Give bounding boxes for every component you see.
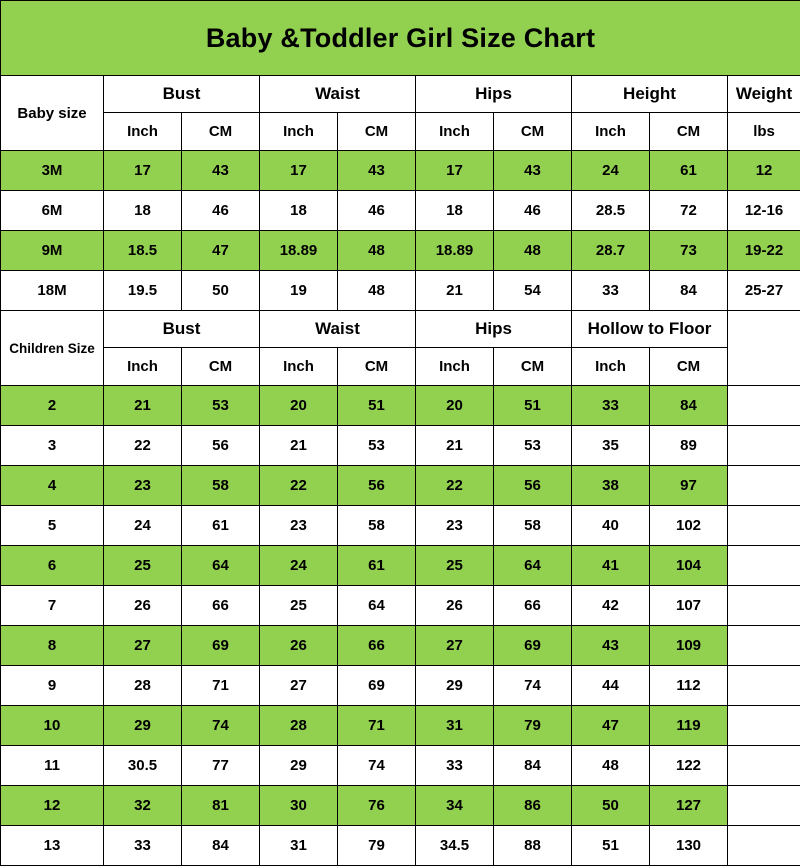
cell-hollow-cm: 97	[650, 466, 728, 506]
cell-bust-inch: 22	[104, 426, 182, 466]
cell-hips-cm: 64	[494, 546, 572, 586]
cell-bust-inch: 25	[104, 546, 182, 586]
table-row	[1, 546, 800, 586]
cell-height-cm: 73	[650, 231, 728, 271]
cell-weight: 19-22	[728, 231, 800, 271]
children-unit-bust-inch: Inch	[104, 348, 182, 386]
cell-bust-cm: 66	[182, 586, 260, 626]
cell-bust-inch: 29	[104, 706, 182, 746]
cell-hollow-inch: 42	[572, 586, 650, 626]
cell-hollow-inch: 51	[572, 826, 650, 866]
page-title: Baby &Toddler Girl Size Chart	[1, 1, 800, 76]
cell-hollow-inch: 47	[572, 706, 650, 746]
cell-hips-cm: 86	[494, 786, 572, 826]
cell-height-inch: 28.5	[572, 191, 650, 231]
baby-unit-bust-inch: Inch	[104, 113, 182, 151]
cell-hollow-inch: 43	[572, 626, 650, 666]
cell-waist-cm: 48	[338, 231, 416, 271]
cell-height-inch: 28.7	[572, 231, 650, 271]
children-unit-hips-inch: Inch	[416, 348, 494, 386]
baby-group-waist: Waist	[260, 76, 416, 113]
table-row	[1, 386, 800, 426]
baby-group-header-row	[1, 76, 800, 113]
cell-waist-cm: 53	[338, 426, 416, 466]
cell-waist-cm: 61	[338, 546, 416, 586]
cell-waist-cm: 71	[338, 706, 416, 746]
cell-empty	[728, 826, 800, 866]
cell-bust-inch: 19.5	[104, 271, 182, 311]
table-row	[1, 151, 800, 191]
cell-empty	[728, 746, 800, 786]
cell-bust-cm: 61	[182, 506, 260, 546]
cell-height-inch: 24	[572, 151, 650, 191]
table-row	[1, 786, 800, 826]
cell-bust-inch: 33	[104, 826, 182, 866]
children-group-header-row	[1, 311, 800, 348]
cell-hollow-inch: 50	[572, 786, 650, 826]
cell-hollow-cm: 89	[650, 426, 728, 466]
cell-bust-inch: 32	[104, 786, 182, 826]
table-row	[1, 426, 800, 466]
row-size: 4	[1, 466, 104, 506]
cell-height-cm: 72	[650, 191, 728, 231]
cell-empty	[728, 546, 800, 586]
row-size: 3M	[1, 151, 104, 191]
cell-hips-cm: 54	[494, 271, 572, 311]
cell-waist-cm: 48	[338, 271, 416, 311]
cell-bust-inch: 21	[104, 386, 182, 426]
baby-unit-hips-inch: Inch	[416, 113, 494, 151]
cell-bust-cm: 43	[182, 151, 260, 191]
cell-empty	[728, 586, 800, 626]
cell-bust-inch: 23	[104, 466, 182, 506]
cell-hips-cm: 43	[494, 151, 572, 191]
cell-waist-inch: 26	[260, 626, 338, 666]
cell-bust-cm: 47	[182, 231, 260, 271]
cell-bust-cm: 74	[182, 706, 260, 746]
children-group-bust: Bust	[104, 311, 260, 348]
baby-group-hips: Hips	[416, 76, 572, 113]
cell-hips-inch: 29	[416, 666, 494, 706]
cell-hollow-cm: 107	[650, 586, 728, 626]
row-size: 3	[1, 426, 104, 466]
row-size: 10	[1, 706, 104, 746]
cell-bust-cm: 84	[182, 826, 260, 866]
cell-bust-cm: 81	[182, 786, 260, 826]
cell-waist-cm: 51	[338, 386, 416, 426]
children-unit-hollow-inch: Inch	[572, 348, 650, 386]
row-size: 6M	[1, 191, 104, 231]
baby-unit-weight-lbs: lbs	[728, 113, 800, 151]
cell-waist-inch: 25	[260, 586, 338, 626]
baby-size-label: Baby size	[1, 76, 104, 151]
children-unit-hips-cm: CM	[494, 348, 572, 386]
cell-waist-inch: 17	[260, 151, 338, 191]
cell-bust-cm: 53	[182, 386, 260, 426]
cell-bust-cm: 77	[182, 746, 260, 786]
cell-hips-inch: 20	[416, 386, 494, 426]
cell-height-cm: 84	[650, 271, 728, 311]
baby-unit-height-cm: CM	[650, 113, 728, 151]
cell-waist-cm: 76	[338, 786, 416, 826]
cell-weight: 25-27	[728, 271, 800, 311]
cell-waist-cm: 56	[338, 466, 416, 506]
cell-hips-inch: 18	[416, 191, 494, 231]
cell-hollow-inch: 40	[572, 506, 650, 546]
table-row	[1, 191, 800, 231]
baby-group-bust: Bust	[104, 76, 260, 113]
baby-unit-hips-cm: CM	[494, 113, 572, 151]
table-row	[1, 666, 800, 706]
baby-unit-height-inch: Inch	[572, 113, 650, 151]
cell-empty	[728, 506, 800, 546]
row-size: 18M	[1, 271, 104, 311]
row-size: 6	[1, 546, 104, 586]
cell-hollow-cm: 112	[650, 666, 728, 706]
baby-unit-waist-inch: Inch	[260, 113, 338, 151]
cell-hips-inch: 23	[416, 506, 494, 546]
cell-bust-inch: 17	[104, 151, 182, 191]
cell-hips-inch: 26	[416, 586, 494, 626]
row-size: 7	[1, 586, 104, 626]
row-size: 9M	[1, 231, 104, 271]
cell-hips-cm: 51	[494, 386, 572, 426]
cell-waist-inch: 19	[260, 271, 338, 311]
cell-bust-cm: 64	[182, 546, 260, 586]
cell-waist-inch: 29	[260, 746, 338, 786]
cell-empty	[728, 706, 800, 746]
cell-hips-cm: 79	[494, 706, 572, 746]
cell-hips-cm: 84	[494, 746, 572, 786]
table-row	[1, 746, 800, 786]
cell-bust-cm: 56	[182, 426, 260, 466]
cell-waist-cm: 79	[338, 826, 416, 866]
cell-bust-cm: 50	[182, 271, 260, 311]
cell-hollow-cm: 119	[650, 706, 728, 746]
cell-waist-cm: 58	[338, 506, 416, 546]
cell-waist-inch: 27	[260, 666, 338, 706]
cell-bust-inch: 28	[104, 666, 182, 706]
cell-hips-inch: 17	[416, 151, 494, 191]
cell-bust-inch: 24	[104, 506, 182, 546]
table-row	[1, 826, 800, 866]
row-size: 11	[1, 746, 104, 786]
cell-waist-inch: 22	[260, 466, 338, 506]
cell-hollow-cm: 109	[650, 626, 728, 666]
cell-waist-inch: 24	[260, 546, 338, 586]
cell-waist-inch: 31	[260, 826, 338, 866]
table-row	[1, 586, 800, 626]
cell-waist-cm: 69	[338, 666, 416, 706]
cell-hips-inch: 25	[416, 546, 494, 586]
cell-hips-cm: 66	[494, 586, 572, 626]
cell-hips-cm: 46	[494, 191, 572, 231]
cell-hips-cm: 69	[494, 626, 572, 666]
cell-weight: 12-16	[728, 191, 800, 231]
cell-bust-inch: 26	[104, 586, 182, 626]
children-unit-waist-inch: Inch	[260, 348, 338, 386]
cell-hollow-cm: 104	[650, 546, 728, 586]
table-row	[1, 271, 800, 311]
cell-hollow-inch: 44	[572, 666, 650, 706]
cell-bust-cm: 69	[182, 626, 260, 666]
cell-hips-cm: 74	[494, 666, 572, 706]
cell-waist-cm: 46	[338, 191, 416, 231]
cell-bust-inch: 18	[104, 191, 182, 231]
cell-bust-cm: 71	[182, 666, 260, 706]
cell-waist-cm: 74	[338, 746, 416, 786]
cell-waist-inch: 18	[260, 191, 338, 231]
cell-waist-inch: 21	[260, 426, 338, 466]
cell-waist-cm: 43	[338, 151, 416, 191]
cell-hollow-cm: 84	[650, 386, 728, 426]
children-unit-bust-cm: CM	[182, 348, 260, 386]
children-blank-header	[728, 311, 800, 386]
children-group-hollow-to-floor: Hollow to Floor	[572, 311, 728, 348]
cell-waist-cm: 66	[338, 626, 416, 666]
table-row	[1, 626, 800, 666]
baby-unit-waist-cm: CM	[338, 113, 416, 151]
cell-hollow-inch: 33	[572, 386, 650, 426]
cell-hollow-cm: 122	[650, 746, 728, 786]
cell-hips-cm: 88	[494, 826, 572, 866]
children-group-waist: Waist	[260, 311, 416, 348]
cell-empty	[728, 386, 800, 426]
cell-height-inch: 33	[572, 271, 650, 311]
row-size: 9	[1, 666, 104, 706]
table-row	[1, 466, 800, 506]
baby-unit-bust-cm: CM	[182, 113, 260, 151]
cell-bust-inch: 27	[104, 626, 182, 666]
row-size: 5	[1, 506, 104, 546]
table-row	[1, 706, 800, 746]
row-size: 13	[1, 826, 104, 866]
cell-bust-inch: 30.5	[104, 746, 182, 786]
cell-empty	[728, 626, 800, 666]
cell-waist-inch: 23	[260, 506, 338, 546]
cell-hips-inch: 21	[416, 426, 494, 466]
row-size: 2	[1, 386, 104, 426]
cell-hips-inch: 21	[416, 271, 494, 311]
cell-hips-inch: 31	[416, 706, 494, 746]
cell-waist-inch: 20	[260, 386, 338, 426]
cell-height-cm: 61	[650, 151, 728, 191]
row-size: 8	[1, 626, 104, 666]
cell-hips-cm: 56	[494, 466, 572, 506]
baby-units-row	[1, 113, 800, 151]
cell-hips-inch: 33	[416, 746, 494, 786]
cell-empty	[728, 786, 800, 826]
cell-empty	[728, 466, 800, 506]
chart-title-row	[1, 1, 800, 76]
cell-waist-inch: 28	[260, 706, 338, 746]
cell-hips-cm: 53	[494, 426, 572, 466]
children-units-row	[1, 348, 800, 386]
cell-hollow-inch: 35	[572, 426, 650, 466]
cell-hollow-inch: 41	[572, 546, 650, 586]
cell-hips-cm: 48	[494, 231, 572, 271]
children-size-label: Children Size	[1, 311, 104, 386]
cell-hollow-cm: 127	[650, 786, 728, 826]
cell-empty	[728, 426, 800, 466]
cell-bust-cm: 58	[182, 466, 260, 506]
cell-hips-inch: 22	[416, 466, 494, 506]
baby-group-weight: Weight	[728, 76, 800, 113]
cell-hips-inch: 27	[416, 626, 494, 666]
children-group-hips: Hips	[416, 311, 572, 348]
cell-waist-cm: 64	[338, 586, 416, 626]
cell-bust-inch: 18.5	[104, 231, 182, 271]
cell-hollow-inch: 38	[572, 466, 650, 506]
cell-empty	[728, 666, 800, 706]
cell-hollow-inch: 48	[572, 746, 650, 786]
table-row	[1, 506, 800, 546]
cell-hips-inch: 18.89	[416, 231, 494, 271]
children-unit-waist-cm: CM	[338, 348, 416, 386]
baby-group-height: Height	[572, 76, 728, 113]
cell-waist-inch: 18.89	[260, 231, 338, 271]
table-row	[1, 231, 800, 271]
cell-hollow-cm: 102	[650, 506, 728, 546]
cell-hips-inch: 34.5	[416, 826, 494, 866]
children-unit-hollow-cm: CM	[650, 348, 728, 386]
cell-hips-cm: 58	[494, 506, 572, 546]
cell-bust-cm: 46	[182, 191, 260, 231]
cell-weight: 12	[728, 151, 800, 191]
cell-hollow-cm: 130	[650, 826, 728, 866]
cell-hips-inch: 34	[416, 786, 494, 826]
cell-waist-inch: 30	[260, 786, 338, 826]
row-size: 12	[1, 786, 104, 826]
